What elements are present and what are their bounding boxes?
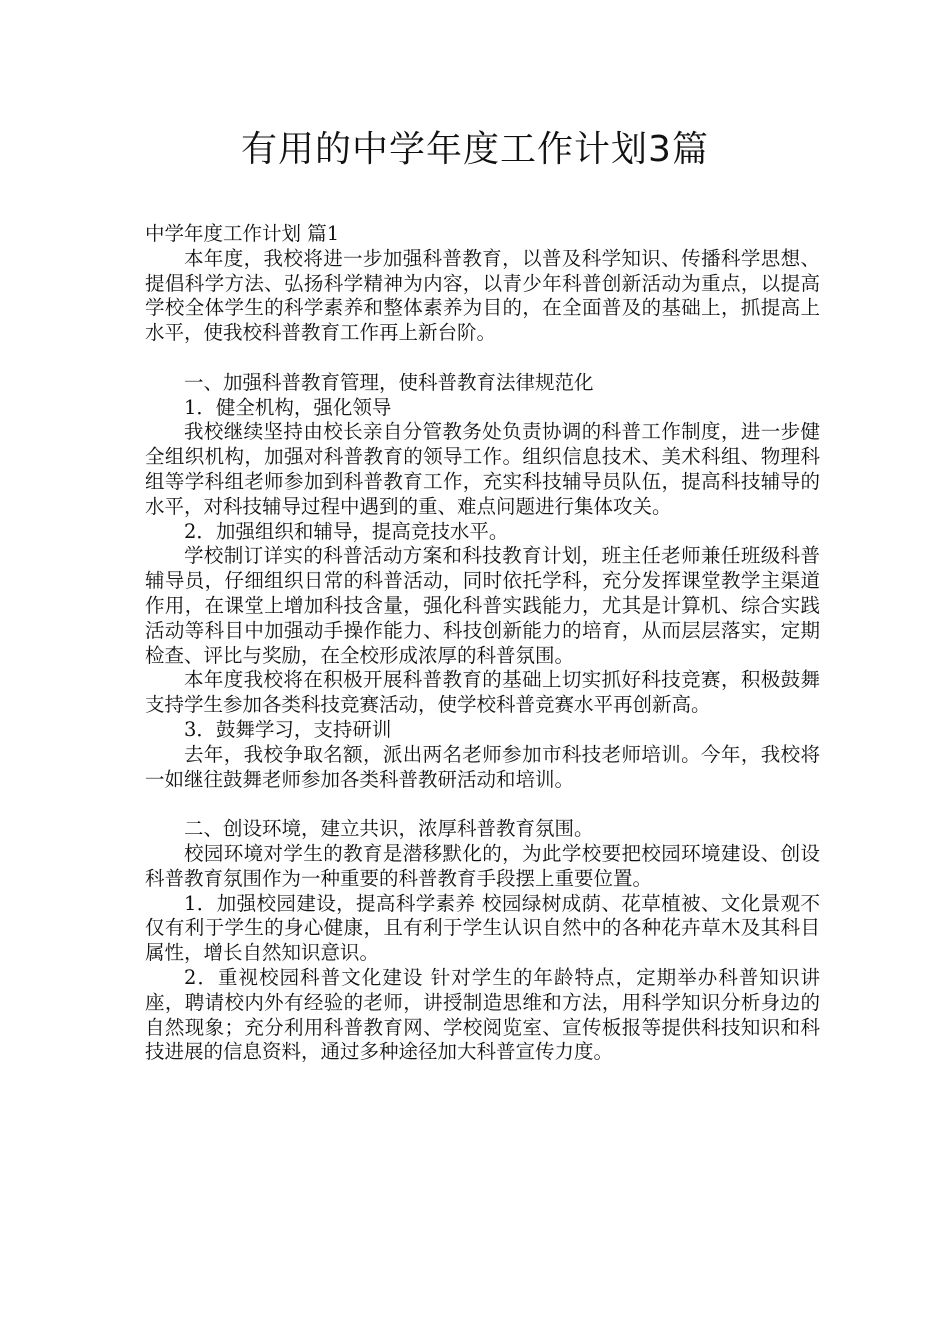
subheading-one-2: 2．加强组织和辅导，提高竞技水平。 [184,519,509,543]
blank-line [145,346,820,371]
subheading-one-1: 1．健全机构，强化领导 [184,395,392,419]
paragraph-one-2b: 本年度我校将在积极开展科普教育的基础上切实抓好科技竞赛，积极鼓舞支持学生参加各类科技竞赛活动，使学校科普竞赛水平再创新高。 [145,668,820,717]
paragraph-two: 校园环境对学生的教育是潜移默化的，为此学校要把校园环境建设、创设科普教育氛围作为一种重要的科普教育手段摆上重要位置。 [145,841,820,890]
blank-line [145,792,820,817]
heading-section-two: 二、创设环境，建立共识，浓厚科普教育氛围。 [184,817,594,841]
paragraph-one-2a: 学校制订详实的科普活动方案和科技教育计划，班主任老师兼任班级科普辅导员，仔细组织日常的科普活动，同时依托学科，充分发挥课堂教学主渠道作用，在课堂上增加科技含量，强化科普实践能力，尤其是计算机、综合实践活动等科目中加强动手操作能力、科技创新能力的培育，从而层层落实，定期检查、评比与奖励，在全校形成浓厚的科普氛围。 [145,544,820,667]
paragraph-intro: 本年度，我校将进一步加强科普教育，以普及科学知识、传播科学思想、提倡科学方法、弘扬科学精神为内容，以青少年科普创新活动为重点，以提高学校全体学生的科学素养和整体素养为目的，在全面普及的基础上，抓提高上水平，使我校科普教育工作再上新台阶。 [145,246,820,345]
plan-header: 中学年度工作计划 篇1 [145,222,340,245]
paragraph-one-1: 我校继续坚持由校长亲自分管教务处负责协调的科普工作制度，进一步健全组织机构，加强对科普教育的领导工作。组织信息技术、美术科组、物理科组等学科组老师参加到科普教育工作，充实科技辅导员队伍，提高科技辅导的水平，对科技辅导过程中遇到的重、难点问题进行集体攻关。 [145,420,820,518]
paragraph-two-1: 1．加强校园建设，提高科学素养 校园绿树成荫、花草植被、文化景观不仅有利于学生的身心健康，且有利于学生认识自然中的各种花卉草木及其科目属性，增长自然知识意识。 [145,891,820,965]
document-body [145,222,820,1065]
paragraph-one-3: 去年，我校争取名额，派出两名老师参加市科技老师培训。今年，我校将一如继往鼓舞老师参加各类科普教研活动和培训。 [145,742,820,791]
paragraph-two-2: 2．重视校园科普文化建设 针对学生的年龄特点，定期举办科普知识讲座，聘请校内外有经验的老师，讲授制造思维和方法，用科学知识分析身边的自然现象；充分利用科普教育网、学校阅览室、宣传板报等提供科技知识和科技进展的信息资料，通过多种途径加大科普宣传力度。 [145,965,820,1064]
heading-section-one: 一、加强科普教育管理，使科普教育法律规范化 [184,370,594,394]
document-title: 有用的中学年度工作计划3篇 [241,129,709,170]
subheading-one-3: 3．鼓舞学习，支持研训 [184,717,392,741]
